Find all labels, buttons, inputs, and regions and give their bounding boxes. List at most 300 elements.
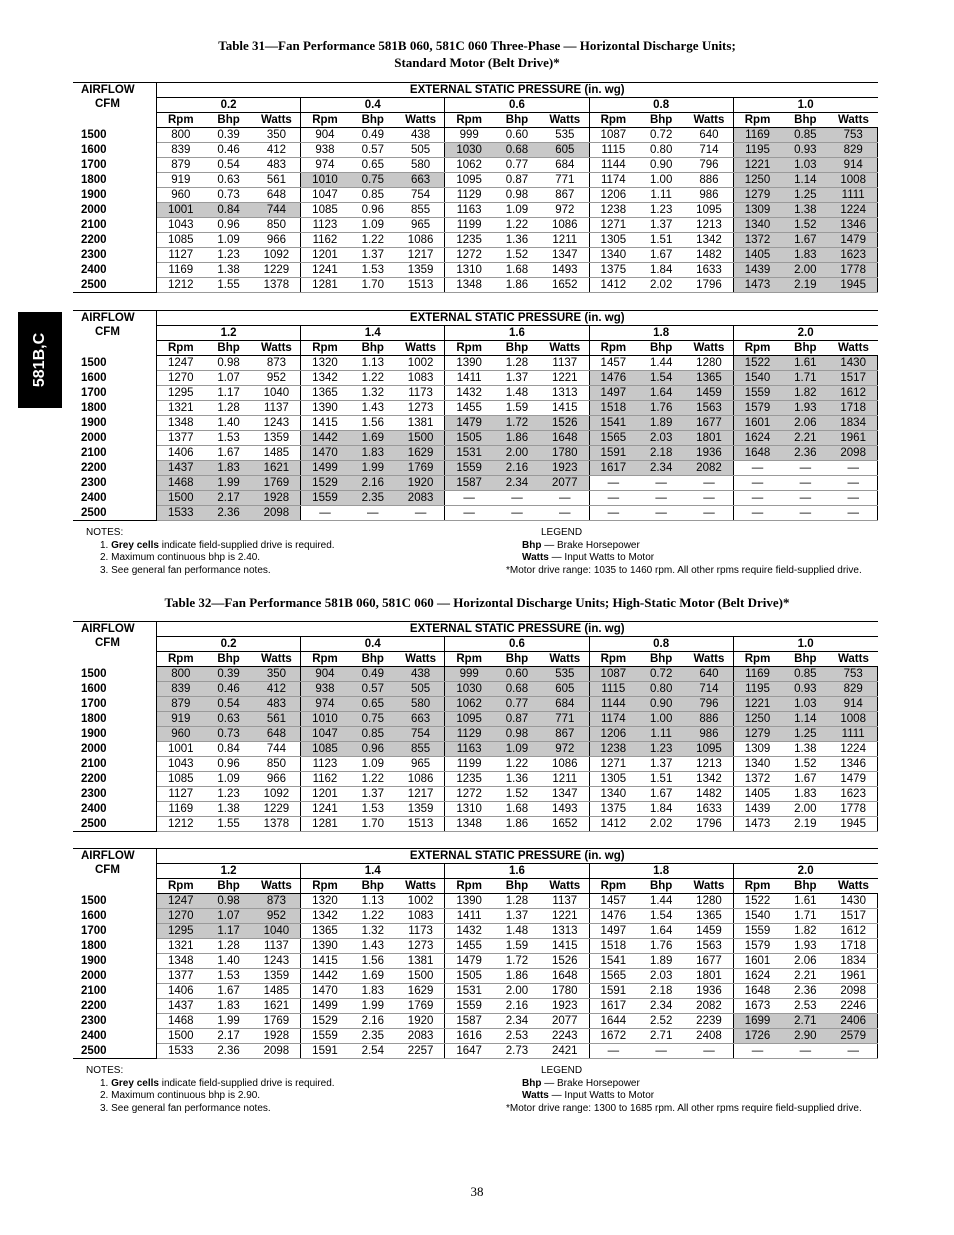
table-cell: 2083 bbox=[397, 1029, 445, 1044]
table-cell: 1365 bbox=[685, 909, 733, 924]
table-cell: 1.03 bbox=[781, 158, 829, 173]
table-cell: 974 bbox=[301, 697, 349, 712]
table-cell: 1.86 bbox=[493, 817, 541, 832]
table-cell: 1271 bbox=[589, 218, 637, 233]
rpm-header: Rpm bbox=[589, 652, 637, 667]
table-cell: 0.85 bbox=[349, 188, 397, 203]
table-cell: 714 bbox=[685, 143, 733, 158]
table-cell: 1062 bbox=[445, 158, 493, 173]
table-cell: 1.22 bbox=[349, 371, 397, 386]
table-cell: 744 bbox=[253, 203, 301, 218]
table-cell: 1.38 bbox=[781, 203, 829, 218]
table-cell: 1.51 bbox=[637, 772, 685, 787]
cfm-value: 1600 bbox=[73, 682, 157, 697]
table-cell: 0.60 bbox=[493, 128, 541, 143]
table-cell: 1.43 bbox=[349, 401, 397, 416]
table-cell: 2.36 bbox=[205, 1044, 253, 1059]
table-cell: 0.80 bbox=[637, 682, 685, 697]
table-cell: 1476 bbox=[589, 909, 637, 924]
pressure-header: 1.0 bbox=[733, 98, 877, 113]
table-cell: 1375 bbox=[589, 263, 637, 278]
table-cell: 1229 bbox=[253, 263, 301, 278]
watts-header: Watts bbox=[829, 879, 877, 894]
table-cell: 1.70 bbox=[349, 278, 397, 293]
table-cell: — bbox=[589, 476, 637, 491]
table31-part2 bbox=[73, 310, 878, 521]
table-cell: 0.39 bbox=[205, 667, 253, 682]
table-cell: 1127 bbox=[157, 787, 205, 802]
table-cell: 648 bbox=[253, 188, 301, 203]
table-cell: 1281 bbox=[301, 278, 349, 293]
table-cell: 1221 bbox=[541, 909, 589, 924]
table-cell: 1.00 bbox=[637, 712, 685, 727]
table-cell: 1.14 bbox=[781, 173, 829, 188]
bhp-header: Bhp bbox=[205, 341, 253, 356]
cfm-value: 1500 bbox=[73, 667, 157, 682]
table-cell: 1085 bbox=[301, 203, 349, 218]
table-cell: 754 bbox=[397, 188, 445, 203]
table-cell: 1633 bbox=[685, 263, 733, 278]
table-cell: 1144 bbox=[589, 158, 637, 173]
watts-header: Watts bbox=[397, 879, 445, 894]
table-cell: 1123 bbox=[301, 218, 349, 233]
watts-header: Watts bbox=[541, 652, 589, 667]
table-cell: 1500 bbox=[157, 1029, 205, 1044]
table-cell: 1340 bbox=[589, 787, 637, 802]
table-cell: 1.83 bbox=[781, 248, 829, 263]
table-cell: 1.76 bbox=[637, 401, 685, 416]
table-cell: 1342 bbox=[301, 909, 349, 924]
table-cell: 1.03 bbox=[781, 697, 829, 712]
cfm-value: 1600 bbox=[73, 909, 157, 924]
rpm-header: Rpm bbox=[733, 113, 781, 128]
table-cell: 1.69 bbox=[349, 431, 397, 446]
table-cell: 1.22 bbox=[349, 772, 397, 787]
table-cell: 1.86 bbox=[493, 431, 541, 446]
table-cell: 1235 bbox=[445, 772, 493, 787]
table-cell: 1432 bbox=[445, 924, 493, 939]
table-cell: 1169 bbox=[157, 802, 205, 817]
table-cell: 1612 bbox=[829, 386, 877, 401]
table-cell: — bbox=[733, 491, 781, 506]
table-cell: 2.03 bbox=[637, 431, 685, 446]
table-cell: 1375 bbox=[589, 802, 637, 817]
table-row bbox=[73, 894, 878, 909]
table-cell: — bbox=[781, 491, 829, 506]
table-cell: 2.00 bbox=[781, 263, 829, 278]
table-cell: 1485 bbox=[253, 984, 301, 999]
table-row bbox=[73, 263, 878, 278]
table-cell: 1.83 bbox=[349, 446, 397, 461]
table-cell: 2.34 bbox=[493, 1014, 541, 1029]
table-cell: 1.37 bbox=[493, 371, 541, 386]
table-cell: 1540 bbox=[733, 371, 781, 386]
table-cell: 1.68 bbox=[493, 263, 541, 278]
table-cell: 1559 bbox=[733, 924, 781, 939]
table-cell: 0.96 bbox=[205, 757, 253, 772]
table-cell: 1162 bbox=[301, 772, 349, 787]
table-cell: 1169 bbox=[733, 128, 781, 143]
table-cell: 1518 bbox=[589, 939, 637, 954]
table-cell: 1.86 bbox=[493, 969, 541, 984]
table-cell: 412 bbox=[253, 682, 301, 697]
table-cell: 1.83 bbox=[349, 984, 397, 999]
table-cell: 1.83 bbox=[781, 787, 829, 802]
watts-header: Watts bbox=[253, 652, 301, 667]
motor-drive-note: *Motor drive range: 1035 to 1460 rpm. All other rpms require field-supplied drive. bbox=[506, 564, 862, 576]
table-cell: 1347 bbox=[541, 248, 589, 263]
table-cell: 1137 bbox=[541, 894, 589, 909]
table-cell: — bbox=[781, 1044, 829, 1059]
table-cell: 972 bbox=[541, 742, 589, 757]
table-cell: 1769 bbox=[253, 1014, 301, 1029]
table-cell: 1623 bbox=[829, 787, 877, 802]
table-cell: 796 bbox=[685, 158, 733, 173]
table-cell: 1040 bbox=[253, 386, 301, 401]
legend-heading: LEGEND bbox=[541, 1065, 583, 1076]
table-cell: 1083 bbox=[397, 371, 445, 386]
legend-heading: LEGEND bbox=[541, 527, 583, 538]
bhp-header: Bhp bbox=[493, 341, 541, 356]
table-cell: 1.25 bbox=[781, 188, 829, 203]
table-cell: 771 bbox=[541, 712, 589, 727]
table-cell: 1505 bbox=[445, 969, 493, 984]
table-cell: 1.40 bbox=[205, 416, 253, 431]
cfm-header: CFM bbox=[73, 637, 157, 667]
table-cell: 1342 bbox=[301, 371, 349, 386]
table31-part1 bbox=[73, 82, 878, 293]
table-cell: — bbox=[541, 491, 589, 506]
note-1-bold: Grey cells bbox=[111, 1077, 159, 1089]
table-cell: 771 bbox=[541, 173, 589, 188]
cfm-value: 1900 bbox=[73, 954, 157, 969]
table-cell: 1.54 bbox=[637, 371, 685, 386]
table-cell: 966 bbox=[253, 233, 301, 248]
table-cell: 0.96 bbox=[349, 203, 397, 218]
table-cell: 1796 bbox=[685, 278, 733, 293]
cfm-value: 1800 bbox=[73, 173, 157, 188]
table-cell: 1221 bbox=[541, 371, 589, 386]
table-cell: 1673 bbox=[733, 999, 781, 1014]
table-cell: 2243 bbox=[541, 1029, 589, 1044]
table-cell: 2421 bbox=[541, 1044, 589, 1059]
watts-header: Watts bbox=[685, 341, 733, 356]
table-cell: 1001 bbox=[157, 742, 205, 757]
table-cell: 1412 bbox=[589, 278, 637, 293]
table-cell: 855 bbox=[397, 742, 445, 757]
table-cell: 0.85 bbox=[781, 667, 829, 682]
table-cell: 1.13 bbox=[349, 356, 397, 371]
table-cell: 1.72 bbox=[493, 416, 541, 431]
table-cell: 1213 bbox=[685, 218, 733, 233]
table-cell: 1.23 bbox=[637, 203, 685, 218]
table-cell: 2.34 bbox=[637, 461, 685, 476]
fan-performance-table bbox=[73, 621, 878, 832]
table-row bbox=[73, 416, 878, 431]
table-cell: 1648 bbox=[733, 446, 781, 461]
table-cell: 1247 bbox=[157, 894, 205, 909]
table-cell: 1.36 bbox=[493, 233, 541, 248]
bhp-header: Bhp bbox=[637, 113, 685, 128]
bhp-header: Bhp bbox=[349, 652, 397, 667]
table-cell: 1.28 bbox=[493, 894, 541, 909]
table-cell: 1.69 bbox=[349, 969, 397, 984]
table-cell: 1473 bbox=[733, 278, 781, 293]
table31-title-line1: Table 31—Fan Performance 581B 060, 581C 060 Three-Phase — Horizontal Discharge Units; bbox=[218, 38, 736, 53]
table-cell: 1309 bbox=[733, 742, 781, 757]
table-cell: 1.67 bbox=[205, 984, 253, 999]
table-cell: 714 bbox=[685, 682, 733, 697]
table-cell: 1162 bbox=[301, 233, 349, 248]
bhp-header: Bhp bbox=[637, 341, 685, 356]
table-cell: 1348 bbox=[157, 416, 205, 431]
pressure-header: 1.4 bbox=[301, 864, 445, 879]
table-cell: 1123 bbox=[301, 757, 349, 772]
table-cell: — bbox=[493, 491, 541, 506]
table-row bbox=[73, 742, 878, 757]
table-cell: 0.75 bbox=[349, 173, 397, 188]
table-cell: 640 bbox=[685, 128, 733, 143]
table-cell: 1.76 bbox=[637, 939, 685, 954]
table31-title-line2: Standard Motor (Belt Drive)* bbox=[394, 55, 560, 70]
fan-performance-table bbox=[73, 848, 878, 1059]
table-cell: 0.39 bbox=[205, 128, 253, 143]
table-cell: 0.49 bbox=[349, 667, 397, 682]
table-cell: 2.00 bbox=[781, 802, 829, 817]
rpm-header: Rpm bbox=[445, 652, 493, 667]
table-cell: 952 bbox=[253, 909, 301, 924]
bhp-header: Bhp bbox=[781, 113, 829, 128]
table-cell: 1.53 bbox=[205, 969, 253, 984]
table-cell: 753 bbox=[829, 667, 877, 682]
table-cell: 1.51 bbox=[637, 233, 685, 248]
table-cell: 0.57 bbox=[349, 682, 397, 697]
notes-heading: NOTES: bbox=[86, 527, 124, 538]
table-cell: 2.17 bbox=[205, 1029, 253, 1044]
table-cell: 1.17 bbox=[205, 924, 253, 939]
cfm-value: 1900 bbox=[73, 727, 157, 742]
table-cell: 1321 bbox=[157, 939, 205, 954]
table-cell: 2.21 bbox=[781, 431, 829, 446]
cfm-value: 2400 bbox=[73, 1029, 157, 1044]
cfm-value: 1900 bbox=[73, 188, 157, 203]
table-cell: 1.93 bbox=[781, 401, 829, 416]
table-cell: 2.18 bbox=[637, 984, 685, 999]
table-cell: 1647 bbox=[445, 1044, 493, 1059]
table-cell: 1047 bbox=[301, 727, 349, 742]
table-cell: 952 bbox=[253, 371, 301, 386]
note-2: 2. Maximum continuous bhp is 2.90. bbox=[100, 1090, 261, 1101]
table32-notes bbox=[86, 1065, 335, 1115]
rpm-header: Rpm bbox=[733, 341, 781, 356]
table-cell: 1201 bbox=[301, 248, 349, 263]
table-row bbox=[73, 506, 878, 521]
table-cell: 1437 bbox=[157, 999, 205, 1014]
table-cell: 2098 bbox=[253, 506, 301, 521]
table-cell: 1.99 bbox=[205, 1014, 253, 1029]
table-cell: 1540 bbox=[733, 909, 781, 924]
table-cell: 1221 bbox=[733, 697, 781, 712]
table-cell: 2.36 bbox=[781, 446, 829, 461]
table-cell: 1043 bbox=[157, 757, 205, 772]
table-cell: 1778 bbox=[829, 263, 877, 278]
table-cell: 1529 bbox=[301, 1014, 349, 1029]
pressure-header: 0.4 bbox=[301, 637, 445, 652]
table-cell: 1390 bbox=[301, 939, 349, 954]
table-cell: 1415 bbox=[301, 416, 349, 431]
pressure-header: 2.0 bbox=[733, 326, 877, 341]
table-cell: 1517 bbox=[829, 371, 877, 386]
table-cell: 886 bbox=[685, 712, 733, 727]
table-cell: 2.16 bbox=[493, 999, 541, 1014]
table-cell: 1.17 bbox=[205, 386, 253, 401]
table32-title-line1: Table 32—Fan Performance 581B 060, 581C 060 — Horizontal Discharge Units; High-Static Motor (Belt Drive)* bbox=[164, 595, 790, 610]
cfm-value: 2200 bbox=[73, 461, 157, 476]
table-cell: 1238 bbox=[589, 742, 637, 757]
rpm-header: Rpm bbox=[445, 341, 493, 356]
table-cell: 2.19 bbox=[781, 278, 829, 293]
table-cell: 1936 bbox=[685, 446, 733, 461]
esp-header: EXTERNAL STATIC PRESSURE (in. wg) bbox=[157, 311, 878, 326]
table-cell: 960 bbox=[157, 188, 205, 203]
table-row bbox=[73, 461, 878, 476]
table-cell: 1206 bbox=[589, 188, 637, 203]
watts-header: Watts bbox=[685, 879, 733, 894]
rpm-header: Rpm bbox=[157, 879, 205, 894]
table-cell: 1243 bbox=[253, 954, 301, 969]
table-row bbox=[73, 909, 878, 924]
table-cell: 1559 bbox=[301, 491, 349, 506]
table-cell: 1173 bbox=[397, 924, 445, 939]
bhp-header: Bhp bbox=[493, 879, 541, 894]
table-cell: 1199 bbox=[445, 218, 493, 233]
table-cell: 1002 bbox=[397, 356, 445, 371]
table-cell: 1.68 bbox=[493, 802, 541, 817]
table-cell: 438 bbox=[397, 667, 445, 682]
table-cell: 1565 bbox=[589, 431, 637, 446]
table-cell: 1163 bbox=[445, 203, 493, 218]
table-cell: 2579 bbox=[829, 1029, 877, 1044]
table-cell: 0.68 bbox=[493, 682, 541, 697]
table-cell: 1.25 bbox=[781, 727, 829, 742]
table-cell: 1.59 bbox=[493, 939, 541, 954]
table-cell: 1087 bbox=[589, 128, 637, 143]
table-cell: 1470 bbox=[301, 446, 349, 461]
watts-header: Watts bbox=[541, 113, 589, 128]
table-cell: 850 bbox=[253, 218, 301, 233]
table-cell: 1769 bbox=[397, 999, 445, 1014]
table-cell: 350 bbox=[253, 667, 301, 682]
table-cell: 1377 bbox=[157, 431, 205, 446]
table-cell: 1.52 bbox=[493, 248, 541, 263]
table-cell: 1348 bbox=[445, 817, 493, 832]
table-cell: 1.44 bbox=[637, 894, 685, 909]
table-cell: 1279 bbox=[733, 727, 781, 742]
table-cell: 1834 bbox=[829, 954, 877, 969]
table-cell: 1030 bbox=[445, 143, 493, 158]
table-cell: — bbox=[541, 506, 589, 521]
table-cell: 0.72 bbox=[637, 667, 685, 682]
table-cell: — bbox=[685, 1044, 733, 1059]
table-cell: 2.16 bbox=[493, 461, 541, 476]
table-cell: — bbox=[733, 461, 781, 476]
table-cell: 1346 bbox=[829, 218, 877, 233]
table-cell: 1280 bbox=[685, 356, 733, 371]
note-3-text: See general fan performance notes. bbox=[111, 1102, 271, 1114]
table-cell: 919 bbox=[157, 173, 205, 188]
table-cell: 1652 bbox=[541, 817, 589, 832]
table-cell: 1513 bbox=[397, 817, 445, 832]
table-cell: 999 bbox=[445, 667, 493, 682]
table-cell: 1.82 bbox=[781, 924, 829, 939]
table-cell: 1.83 bbox=[205, 999, 253, 1014]
table-row bbox=[73, 939, 878, 954]
table-cell: 1.55 bbox=[205, 817, 253, 832]
table-cell: 663 bbox=[397, 173, 445, 188]
bhp-header: Bhp bbox=[349, 879, 397, 894]
table-cell: 1652 bbox=[541, 278, 589, 293]
table-cell: 1493 bbox=[541, 802, 589, 817]
table-cell: 1.22 bbox=[493, 757, 541, 772]
table-cell: 2.03 bbox=[637, 969, 685, 984]
table-cell: 1144 bbox=[589, 697, 637, 712]
table-cell: 1095 bbox=[685, 203, 733, 218]
table-cell: 0.73 bbox=[205, 188, 253, 203]
table-cell: 2.71 bbox=[781, 1014, 829, 1029]
table-cell: 1513 bbox=[397, 278, 445, 293]
table-cell: 1801 bbox=[685, 431, 733, 446]
table-cell: — bbox=[637, 506, 685, 521]
table-cell: 904 bbox=[301, 667, 349, 682]
table-cell: 1533 bbox=[157, 1044, 205, 1059]
table-cell: 2098 bbox=[829, 984, 877, 999]
table-cell: 1243 bbox=[253, 416, 301, 431]
rpm-header: Rpm bbox=[733, 652, 781, 667]
table-cell: 904 bbox=[301, 128, 349, 143]
table-cell: — bbox=[349, 506, 397, 521]
table-cell: 1505 bbox=[445, 431, 493, 446]
table-row bbox=[73, 682, 878, 697]
table-cell: 1295 bbox=[157, 386, 205, 401]
table-cell: 0.72 bbox=[637, 128, 685, 143]
table-cell: 839 bbox=[157, 143, 205, 158]
table-cell: 1522 bbox=[733, 894, 781, 909]
table-row bbox=[73, 248, 878, 263]
table-cell: 1.71 bbox=[781, 371, 829, 386]
table-cell: 1313 bbox=[541, 386, 589, 401]
table-cell: 1479 bbox=[829, 233, 877, 248]
table-cell: 1.23 bbox=[205, 248, 253, 263]
table-cell: 2098 bbox=[253, 1044, 301, 1059]
table-cell: 1083 bbox=[397, 909, 445, 924]
table-cell: 867 bbox=[541, 727, 589, 742]
table-cell: 1559 bbox=[733, 386, 781, 401]
table-cell: 1.38 bbox=[781, 742, 829, 757]
watts-header: Watts bbox=[541, 879, 589, 894]
table-cell: 1250 bbox=[733, 712, 781, 727]
table-cell: 1372 bbox=[733, 772, 781, 787]
rpm-header: Rpm bbox=[589, 341, 637, 356]
table-cell: 1002 bbox=[397, 894, 445, 909]
cfm-value: 2100 bbox=[73, 446, 157, 461]
table-row bbox=[73, 757, 878, 772]
table-row bbox=[73, 999, 878, 1014]
rpm-header: Rpm bbox=[301, 341, 349, 356]
table-cell: 0.98 bbox=[205, 894, 253, 909]
table-cell: 1365 bbox=[301, 924, 349, 939]
rpm-header: Rpm bbox=[445, 113, 493, 128]
table-cell: 2246 bbox=[829, 999, 877, 1014]
